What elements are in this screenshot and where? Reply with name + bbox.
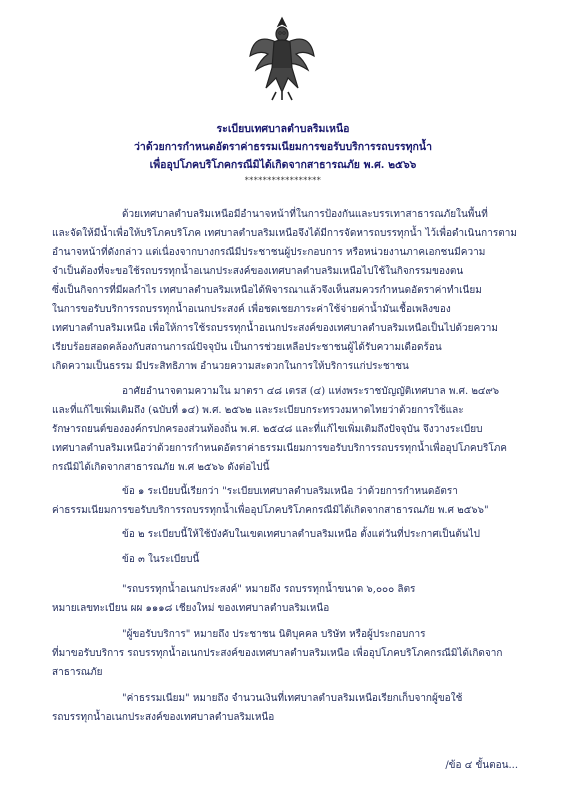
text-line: ซึ่งเป็นกิจการที่มีผลกำไร เทศบาลตำบลริมเหนือได้พิจารณาแล้วจึงเห็นสมควรกำหนดอัตราค่าทำเนียม	[52, 285, 482, 296]
text-line: ค่าธรรมเนียมการขอรับบริการรถบรรทุกน้ำเพื่ออุปโภคบริโภคกรณีมิได้เกิดจากสาธารณภัย พ.ศ ๒๕๖๖"	[52, 505, 489, 516]
text-line: ข้อ ๑ ระเบียบนี้เรียกว่า "ระเบียบเทศบาลตำบลริมเหนือ ว่าด้วยการกำหนดอัตรา	[122, 486, 458, 497]
text-line: เทศบาลตำบลริมเหนือ เพื่อให้การใช้รถบรรทุกน้ำอเนกประสงค์ของเทศบาลตำบลริมเหนือเป็นไปด้วยความ	[52, 323, 498, 334]
text-line: สาธารณภัย	[52, 667, 103, 678]
title-line: ระเบียบเทศบาลตำบลริมเหนือ	[216, 123, 350, 135]
text-line: เทศบาลตำบลริมเหนือว่าด้วยการกำหนดอัตราค่าธรรมเนียมการขอรับบริการรถบรรทุกน้ำเพื่ออุปโภคบริโภค	[52, 443, 507, 454]
text-line: เรียบร้อยสอดคล้องกับสถานการณ์ปัจจุบัน เป็นการช่วยเหลือประชาชนผู้ได้รับความเดือดร้อน	[52, 342, 442, 353]
text-line: รถบรรทุกน้ำอเนกประสงค์ของเทศบาลตำบลริมเหนือ	[52, 712, 275, 723]
garuda-emblem-icon	[246, 12, 318, 102]
text-line: อำนาจหน้าที่ดังกล่าว แต่เนื่องจากบางกรณีมีประชาชนผู้ประกอบการ หรือหน่วยงานภาคเอกชนมีความ	[52, 247, 486, 258]
text-line: ในการขอรับบริการรถบรรทุกน้ำอเนกประสงค์ เพื่อชดเชยภาระค่าใช้จ่ายค่าน้ำมันเชื้อเพลิงของ	[52, 304, 451, 315]
clause-3	[52, 550, 518, 569]
definition-service-requester	[52, 625, 518, 682]
text-line: "รถบรรทุกน้ำอเนกประสงค์" หมายถึง รถบรรทุกน้ำขนาด ๖,๐๐๐ ลิตร	[122, 584, 416, 595]
text-line: "ค่าธรรมเนียม" หมายถึง จำนวนเงินที่เทศบาลตำบลริมเหนือเรียกเก็บจากผู้ขอใช้	[122, 693, 463, 704]
text-line: อาศัยอำนาจตามความใน มาตรา ๔๘ เตรส (๔) แห่งพระราชบัญญัติเทศบาล พ.ศ. ๒๔๙๖	[122, 386, 500, 397]
clause-1	[52, 482, 518, 520]
text-line: "ผู้ขอรับบริการ" หมายถึง ประชาชน นิติบุคคล บริษัท หรือผู้ประกอบการ	[122, 629, 426, 640]
definition-water-truck	[52, 580, 518, 618]
preamble-paragraph	[52, 205, 518, 376]
text-line: ที่มาขอรับบริการ รถบรรทุกน้ำอเนกประสงค์ของเทศบาลตำบลริมเหนือ เพื่ออุปโภคบริโภคกรณีมิได้เกิดจาก	[52, 648, 503, 659]
authority-paragraph	[52, 382, 518, 477]
text-line: ด้วยเทศบาลตำบลริมเหนือมีอำนาจหน้าที่ในการป้องกันและบรรเทาสาธารณภัยในพื้นที่	[122, 209, 488, 220]
text-line: ข้อ ๒ ระเบียบนี้ให้ใช้บังคับในเขตเทศบาลตำบลริมเหนือ ตั้งแต่วันที่ประกาศเป็นต้นไป	[122, 529, 481, 540]
text-line: จำเป็นต้องที่จะขอใช้รถบรรทุกน้ำอเนกประสงค์ของเทศบาลตำบลริมเหนือไปใช้ในกิจกรรมของตน	[52, 266, 464, 277]
clause-2	[52, 525, 518, 544]
text-line: ข้อ ๓ ในระเบียบนี้	[122, 554, 200, 565]
text-line: และที่แก้ไขเพิ่มเติมถึง (ฉบับที่ ๑๔) พ.ศ. ๒๕๖๒ และระเบียบกระทรวงมหาดไทยว่าด้วยการใช้และ	[52, 405, 464, 416]
document-title	[60, 120, 506, 174]
continuation-note: /ข้อ ๔ ขั้นตอน...	[445, 760, 518, 771]
definition-fee	[52, 689, 518, 727]
text-line: และจัดให้มีน้ำเพื่อให้บริโภคบริโภค เทศบาลตำบลริมเหนือจึงได้มีการจัดหารถบรรทุกน้ำ ไว้เพื่อดำเนินการตาม	[52, 228, 517, 239]
title-line: เพื่ออุปโภคบริโภคกรณีมิได้เกิดจากสาธารณภัย พ.ศ. ๒๕๖๖	[149, 159, 417, 171]
title-line: ว่าด้วยการกำหนดอัตราค่าธรรมเนียมการขอรับบริการรถบรรทุกน้ำ	[134, 141, 432, 153]
text-line: กรณีมิได้เกิดจากสาธารณภัย พ.ศ ๒๕๖๖ ดังต่อไปนี้	[52, 462, 270, 473]
text-line: รักษารถยนต์ขององค์กรปกครองส่วนท้องถิ่น พ.ศ. ๒๕๔๘ และที่แก้ไขเพิ่มเติมถึงปัจจุบัน จึงวางระเบียบ	[52, 424, 483, 435]
separator: *****************	[244, 176, 322, 185]
text-line: เกิดความเป็นธรรม มีประสิทธิภาพ อำนวยความสะดวกในการให้บริการแก่ประชาชน	[52, 361, 409, 372]
text-line: หมายเลขทะเบียน ผผ ๑๑๑๘ เชียงใหม่ ของเทศบาลตำบลริมเหนือ	[52, 603, 330, 614]
